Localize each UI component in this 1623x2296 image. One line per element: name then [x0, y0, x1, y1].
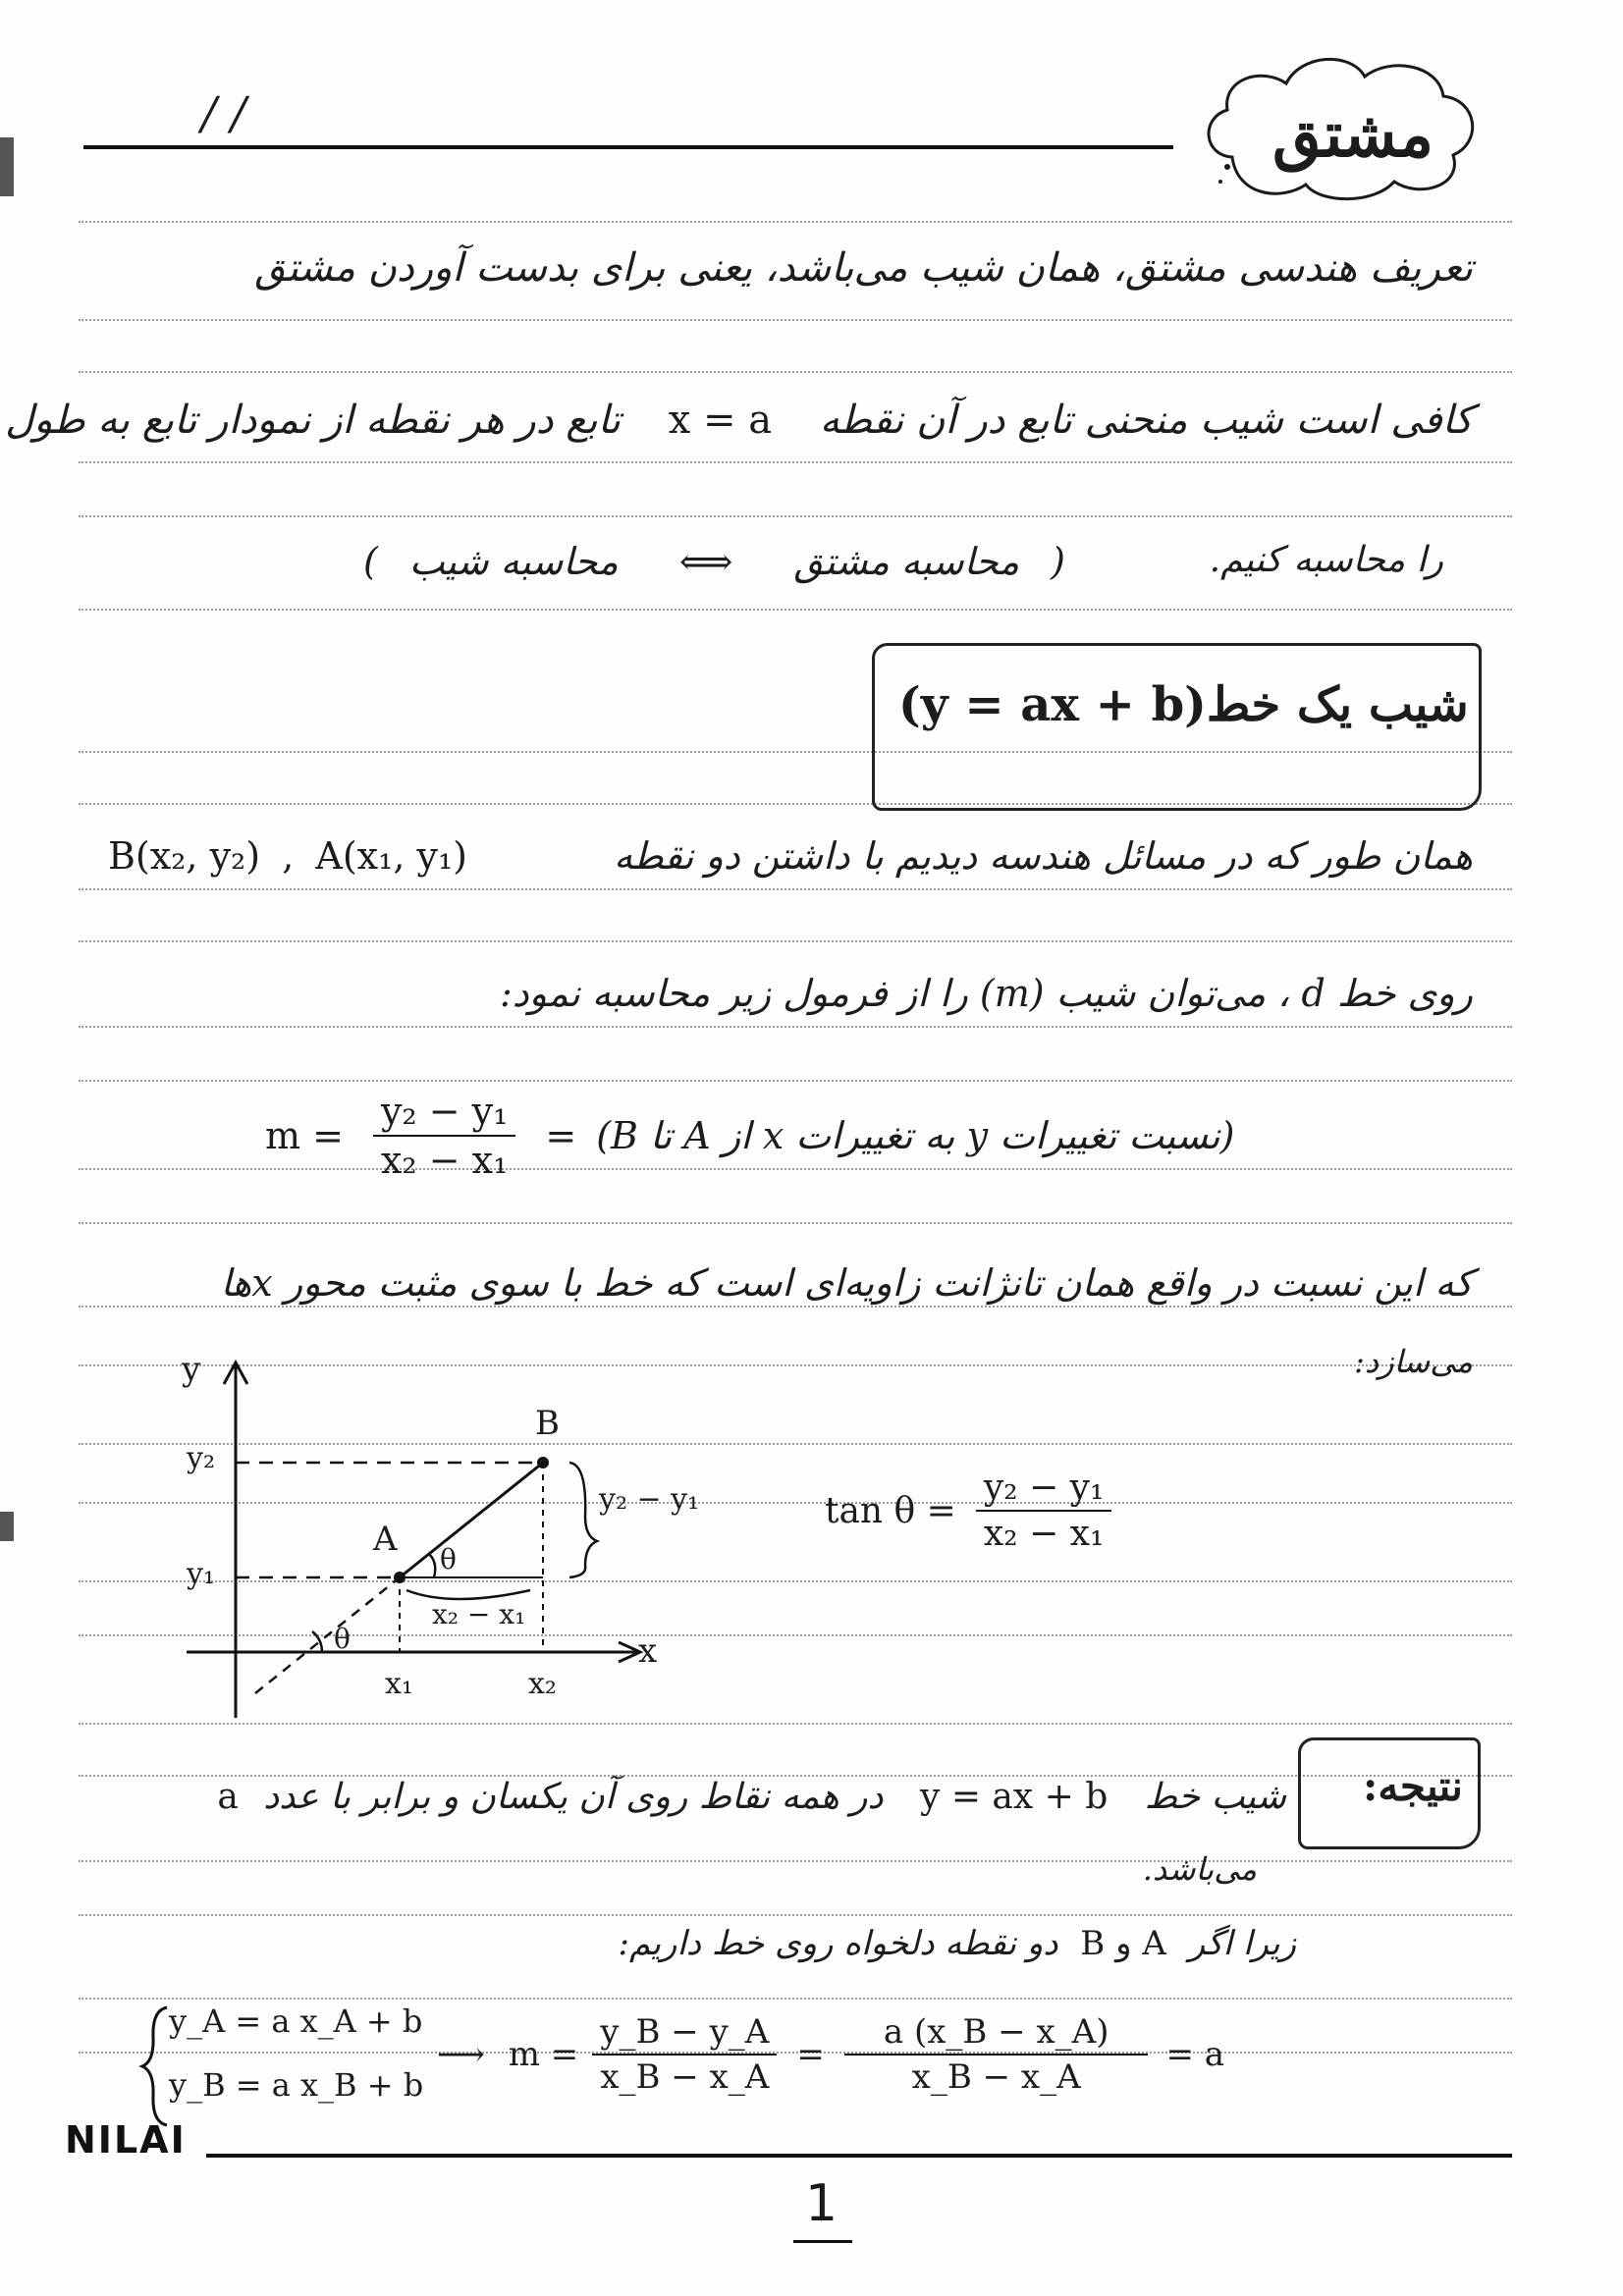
derivation-fraction-2: $\frac{a (x\_B - x\_A)}{x\_B - x\_A}$ [844, 2012, 1149, 2097]
tangent-text-line-2: می‌سازد: [1354, 1343, 1473, 1380]
diagram-x-axis-label: x [638, 1631, 658, 1671]
page-title: مشتق [1271, 98, 1434, 172]
result-line-1 [59, 1777, 1286, 1817]
derivation-chain: ⟶ m = $\frac{y\_B - y\_A}{x\_B - x\_A}$ = $\frac{a (x\_B - x\_A)}{x\_B - x\_A}$ = a [437, 2012, 1225, 2097]
result-label: نتیجه: [1362, 1762, 1463, 1810]
scan-edge-mark [0, 137, 14, 196]
footer-rule [206, 2154, 1512, 2158]
page-number-underline [793, 2240, 852, 2243]
result-value-a: a [217, 1777, 239, 1817]
diagram-y1-label: y₁ [187, 1557, 215, 1591]
slope-calculation: محاسبه شیب [408, 540, 619, 583]
derivation-eq-2: y_B = a x_B + b [169, 2066, 424, 2104]
page-number: 1 [805, 2174, 839, 2233]
diagram-label-a: A [373, 1520, 398, 1559]
scan-edge-mark [0, 1512, 14, 1541]
diagram-label-b: B [535, 1404, 560, 1443]
tangent-formula-fraction [976, 1468, 1112, 1554]
derivative-slope-relation: ( محاسبه شیب ⟺ محاسبه مشتق ) [363, 540, 1065, 583]
result-line-3: زیرا اگر A و B دو نقطه دلخواه روی خط داریم: [618, 1924, 1296, 1963]
tangent-text-line-1: که این نسبت در واقع همان تانژانت زاویه‌ای است که خط با سوی مثبت محور xها [220, 1261, 1473, 1305]
tangent-formula-denominator: x₂ − x₁ [983, 1514, 1105, 1554]
point-a: A(x₁, y₁) [315, 834, 468, 878]
diagram-delta-x: x₂ − x₁ [432, 1598, 526, 1630]
date-mark: / / [201, 86, 246, 139]
intro-equation: x = a [668, 398, 773, 443]
intro-line-2a: کافی است شیب منحنی تابع در آن نقطه [819, 398, 1473, 443]
nilai-logo: NILAI [65, 2118, 187, 2162]
slope-formula-numerator: y₂ − y₁ [373, 1090, 515, 1137]
point-b: B(x₂, y₂) [108, 834, 261, 878]
slope-heading [898, 677, 1469, 732]
slope-formula-denominator: x₂ − x₁ [380, 1139, 509, 1182]
intro-line-3: را محاسبه کنیم. [1209, 540, 1443, 580]
intro-line-2b: تابع در هر نقطه از نمودار تابع به طول [5, 398, 622, 443]
intro-line-1: تعریف هندسی مشتق، همان شیب می‌باشد، یعنی برای بدست آوردن مشتق [254, 245, 1473, 291]
header-rule [83, 145, 1173, 149]
intro-line-2 [5, 398, 1473, 443]
derivation-fraction-1: $\frac{y\_B - y\_A}{x\_B - x\_A}$ [592, 2012, 777, 2097]
diagram-y2-label: y₂ [187, 1441, 215, 1475]
derivation-eq-1: y_A = a x_A + b [169, 2002, 423, 2040]
derivative-calculation: محاسبه مشتق [793, 540, 1020, 583]
slope-formula-description: (نسبت تغییرات y به تغییرات x از A تا B) [596, 1114, 1235, 1157]
tangent-formula-lhs: tan θ = [825, 1490, 956, 1531]
result-text-b: در همه نقاط روی آن یکسان و برابر با عدد [263, 1777, 884, 1817]
diagram-x2-label: x₂ [528, 1667, 557, 1701]
slope-formula: m = $\frac{\text{y₂ − y₁}}{\text{x₂ − x₁}}$ = (نسبت تغییرات y به تغییرات x از A تا B) [265, 1090, 1235, 1182]
points-line-1: همان طور که در مسائل هندسه دیدیم با داشتن دو نقطه [614, 834, 1473, 878]
diagram-theta-lower: θ [334, 1623, 351, 1655]
slope-formula-fraction [373, 1090, 515, 1182]
diagram-theta-upper: θ [440, 1543, 457, 1575]
points-line-2: روی خط d ، می‌توان شیب (m) را از فرمول زیر محاسبه نمود: [499, 972, 1473, 1015]
slope-heading-text: شیب یک خط [1206, 677, 1469, 732]
derivation-result: = a [1165, 2035, 1225, 2074]
diagram-x1-label: x₁ [385, 1667, 413, 1701]
equivalence-arrow-icon: ⟺ [678, 540, 733, 583]
tangent-formula [825, 1468, 1111, 1554]
result-text-a: شیب خط [1144, 1777, 1286, 1817]
slope-heading-equation: (y = ax + b) [898, 677, 1207, 732]
points-coordinates: B(x₂, y₂) , A(x₁, y₁) [108, 834, 468, 878]
diagram-y-axis-label: y [182, 1350, 201, 1389]
slope-formula-lhs: m = [265, 1114, 344, 1157]
result-line-2: می‌باشد. [1142, 1850, 1257, 1888]
result-equation: y = ax + b [920, 1777, 1109, 1817]
slope-diagram [157, 1355, 687, 1737]
tangent-formula-numerator: y₂ − y₁ [976, 1468, 1112, 1512]
diagram-delta-y: y₂ − y₁ [599, 1482, 700, 1517]
derivation-arrow-icon: ⟶ [437, 2035, 485, 2074]
